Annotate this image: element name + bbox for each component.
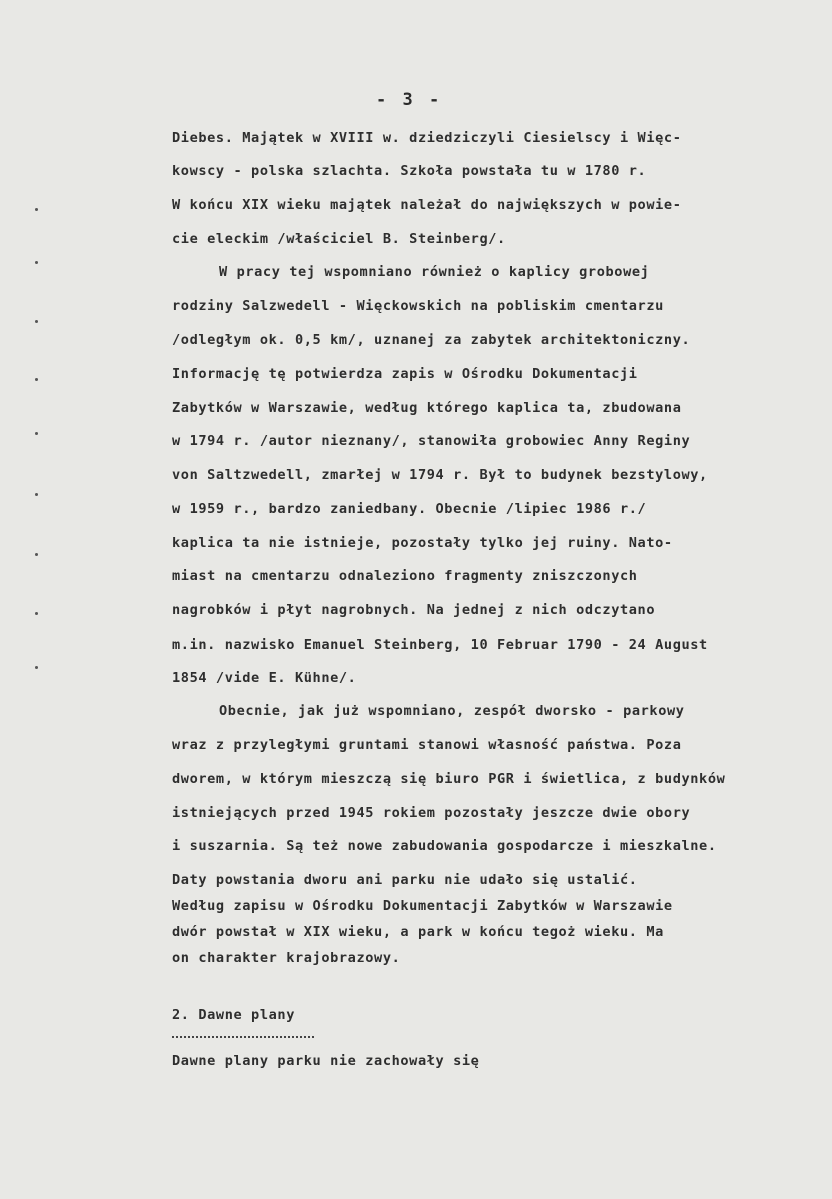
text-line: rodziny Salzwedell - Więckowskich na pobliskim cmentarzu <box>172 298 664 314</box>
text-line: /odległym ok. 0,5 km/, uznanej za zabytek architektoniczny. <box>172 332 691 348</box>
text-line: Diebes. Majątek w XVIII w. dziedziczyli Ciesielscy i Więc- <box>172 130 682 146</box>
page-number: - 3 - <box>376 90 443 110</box>
margin-dot <box>35 208 38 211</box>
text-line: dwór powstał w XIX wieku, a park w końcu tegoż wieku. Ma <box>172 924 664 940</box>
text-line: Daty powstania dworu ani parku nie udało się ustalić. <box>172 872 638 888</box>
text-line: W pracy tej wspomniano również o kaplicy grobowej <box>219 264 650 280</box>
margin-dot <box>35 261 38 264</box>
text-line: miast na cmentarzu odnaleziono fragmenty zniszczonych <box>172 568 638 584</box>
text-line: kowscy - polska szlachta. Szkoła powstała tu w 1780 r. <box>172 163 647 179</box>
text-line: w 1794 r. /autor nieznany/, stanowiła grobowiec Anny Reginy <box>172 433 691 449</box>
text-line: 1854 /vide E. Kühne/. <box>172 670 357 686</box>
margin-dot <box>35 666 38 669</box>
text-line: von Saltzwedell, zmarłej w 1794 r. Był to budynek bezstylowy, <box>172 467 708 483</box>
text-line: kaplica ta nie istnieje, pozostały tylko jej ruiny. Nato- <box>172 535 673 551</box>
text-line: nagrobków i płyt nagrobnych. Na jednej z nich odczytano <box>172 602 656 618</box>
text-line: Dawne plany parku nie zachowały się <box>172 1053 480 1069</box>
text-line: Obecnie, jak już wspomniano, zespół dworsko - parkowy <box>219 703 685 719</box>
text-line: cie eleckim /właściciel B. Steinberg/. <box>172 231 506 247</box>
section-heading: 2. Dawne plany <box>172 1007 295 1023</box>
text-line: Według zapisu w Ośrodku Dokumentacji Zabytków w Warszawie <box>172 898 673 914</box>
text-line: i suszarnia. Są też nowe zabudowania gospodarcze i mieszkalne. <box>172 838 717 854</box>
text-line: w 1959 r., bardzo zaniedbany. Obecnie /lipiec 1986 r./ <box>172 501 647 517</box>
text-line: dworem, w którym mieszczą się biuro PGR i świetlica, z budynków <box>172 771 726 787</box>
text-line: on charakter krajobrazowy. <box>172 950 401 966</box>
margin-dot <box>35 432 38 435</box>
margin-dot <box>35 320 38 323</box>
text-line: m.in. nazwisko Emanuel Steinberg, 10 Februar 1790 - 24 August <box>172 637 708 653</box>
margin-dot <box>35 612 38 615</box>
text-line: istniejących przed 1945 rokiem pozostały jeszcze dwie obory <box>172 805 691 821</box>
text-line: Informację tę potwierdza zapis w Ośrodku Dokumentacji <box>172 366 638 382</box>
margin-dot <box>35 553 38 556</box>
text-line: W końcu XIX wieku majątek należał do największych w powie- <box>172 197 682 213</box>
text-line: wraz z przyległymi gruntami stanowi własność państwa. Poza <box>172 737 682 753</box>
margin-dot <box>35 493 38 496</box>
margin-dot <box>35 378 38 381</box>
heading-underline <box>172 1036 314 1038</box>
text-line: Zabytków w Warszawie, według którego kaplica ta, zbudowana <box>172 400 682 416</box>
